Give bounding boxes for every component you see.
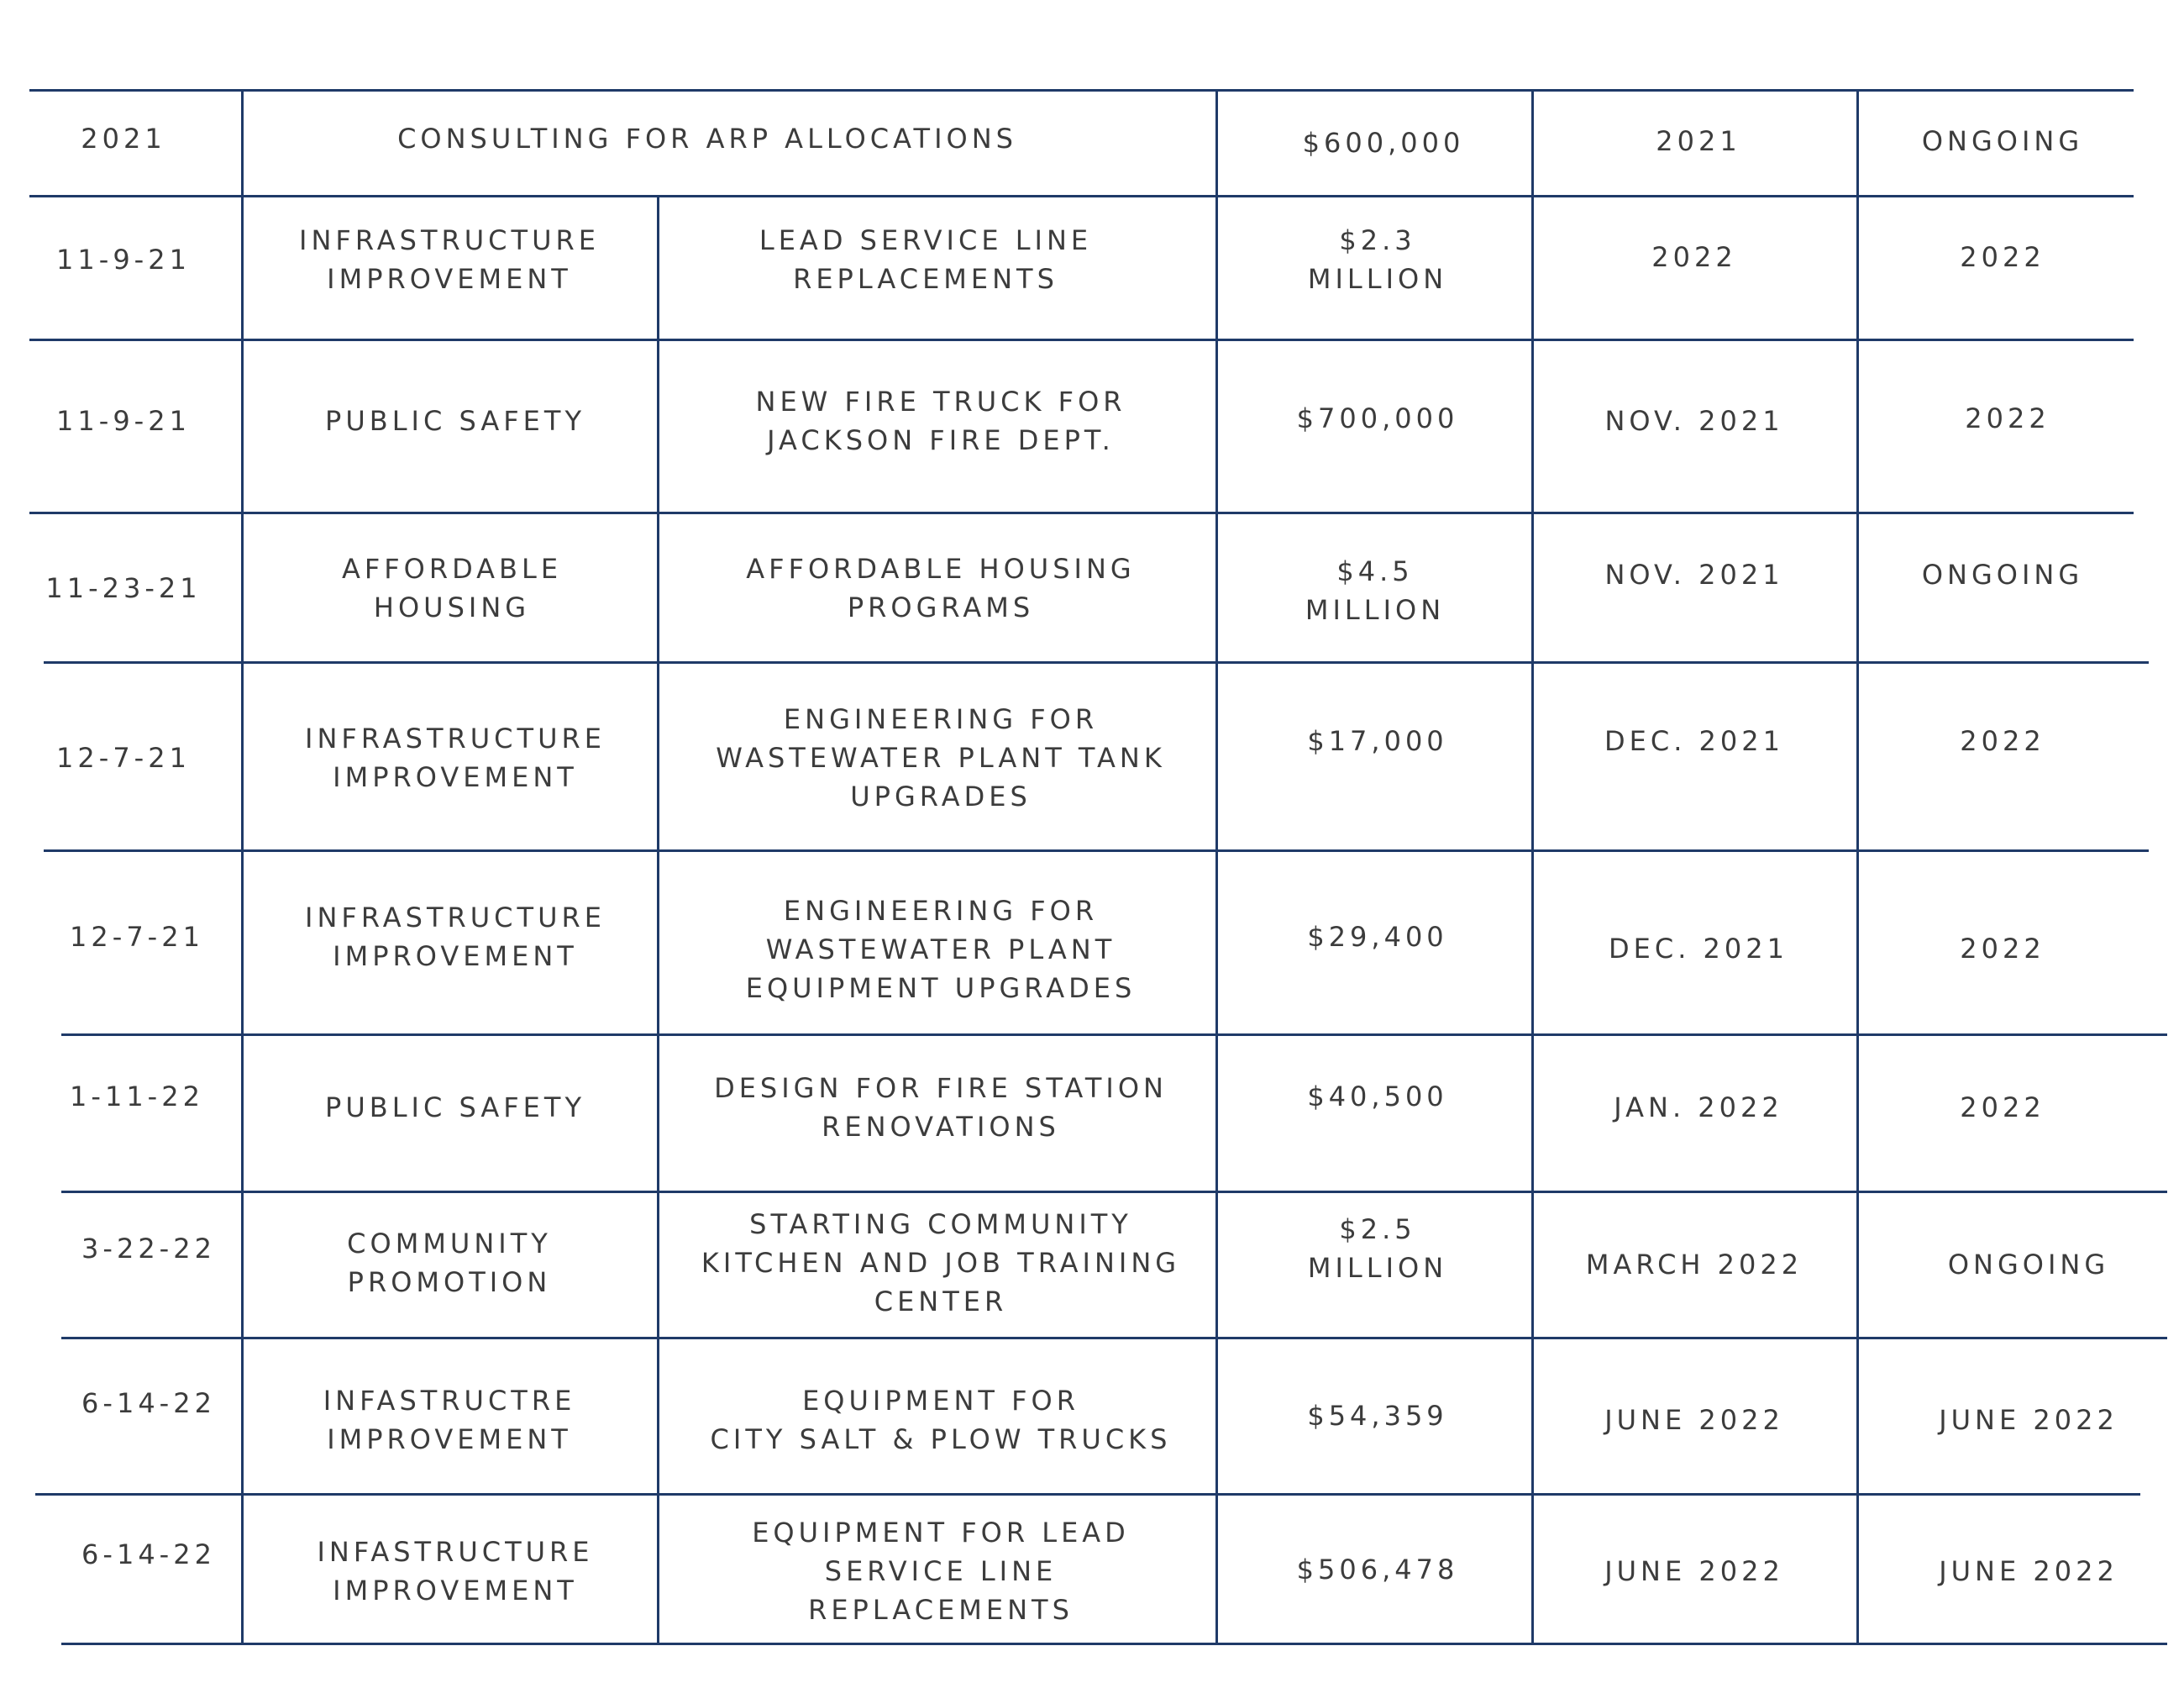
amount-cell	[1307, 918, 1447, 956]
amount-line: $600,000	[1302, 127, 1465, 159]
date-cell: 12-7-21	[56, 742, 191, 774]
category-line: IMPROVEMENT	[333, 1575, 578, 1606]
category-cell	[347, 1224, 552, 1301]
amount-cell	[1297, 399, 1459, 438]
category-line: AFFORDABLE	[341, 553, 563, 585]
row-divider	[29, 512, 2134, 514]
description-line: SERVICE LINE	[824, 1555, 1058, 1587]
completion-cell: 2022	[1960, 241, 2045, 273]
description-line: KITCHEN AND JOB TRAINING	[701, 1247, 1181, 1279]
amount-line: $54,359	[1307, 1400, 1448, 1432]
column-divider	[241, 90, 244, 1643]
category-cell	[323, 1381, 576, 1459]
description-cell	[714, 1069, 1168, 1146]
start-cell: JAN. 2022	[1614, 1091, 1783, 1123]
amount-line: $4.5	[1336, 555, 1414, 587]
date-cell: 6-14-22	[81, 1387, 216, 1419]
category-line: HOUSING	[373, 592, 531, 623]
description-line: UPGRADES	[850, 781, 1032, 812]
amount-cell	[1308, 221, 1447, 298]
date-cell: 12-7-21	[70, 921, 204, 953]
description-cell	[759, 221, 1092, 298]
description-cell	[752, 1513, 1130, 1629]
start-cell: DEC. 2021	[1609, 933, 1788, 965]
description-line: ENGINEERING FOR	[783, 703, 1099, 735]
date-cell: 11-9-21	[56, 405, 191, 437]
date-cell: 3-22-22	[81, 1233, 216, 1265]
category-cell	[305, 719, 606, 797]
description-line: LEAD SERVICE LINE	[759, 224, 1093, 256]
category-cell	[325, 1088, 585, 1127]
description-line: EQUIPMENT FOR LEAD	[752, 1517, 1130, 1549]
date-cell: 11-9-21	[56, 244, 191, 276]
category-line: IMPROVEMENT	[333, 761, 578, 793]
completion-cell: 2022	[1965, 402, 2050, 434]
description-line: REPLACEMENTS	[808, 1594, 1074, 1626]
description-cell	[701, 1205, 1180, 1321]
amount-cell	[1303, 124, 1465, 162]
description-line: CITY SALT & PLOW TRUCKS	[710, 1423, 1172, 1455]
description-line: ENGINEERING FOR	[783, 895, 1099, 927]
completion-cell: JUNE 2022	[1939, 1404, 2118, 1436]
category-line: INFRASTRUCTURE	[299, 224, 600, 256]
completion-cell: JUNE 2022	[1939, 1555, 2118, 1587]
start-cell: JUNE 2022	[1604, 1555, 1784, 1587]
description-cell	[746, 550, 1135, 627]
row-divider	[61, 1191, 2167, 1193]
description-line: PROGRAMS	[847, 592, 1035, 623]
description-line: EQUIPMENT UPGRADES	[745, 972, 1137, 1004]
description-line: CENTER	[874, 1286, 1008, 1317]
row-divider	[29, 195, 2134, 197]
description-line: EQUIPMENT FOR	[802, 1385, 1079, 1417]
row-divider	[61, 1337, 2167, 1339]
row-divider	[29, 89, 2134, 92]
amount-cell	[1307, 1396, 1447, 1435]
completion-cell: 2022	[1960, 725, 2045, 757]
start-cell: MARCH 2022	[1585, 1249, 1803, 1280]
row-divider	[44, 661, 2149, 664]
start-cell: JUNE 2022	[1604, 1404, 1784, 1436]
description-cell	[711, 1381, 1172, 1459]
category-line: IMPROVEMENT	[333, 940, 578, 972]
amount-line: $2.3	[1339, 224, 1416, 256]
completion-cell: ONGOING	[1921, 125, 2084, 157]
row-divider	[35, 1493, 2140, 1496]
amount-cell	[1305, 552, 1445, 629]
description-line: RENOVATIONS	[822, 1111, 1060, 1143]
completion-cell: ONGOING	[1921, 559, 2084, 591]
description-cell	[756, 382, 1126, 460]
completion-cell: ONGOING	[1947, 1249, 2110, 1280]
category-line: COMMUNITY	[347, 1228, 552, 1259]
category-line: PUBLIC SAFETY	[325, 405, 585, 437]
category-line: INFRASTRUCTURE	[305, 902, 606, 933]
start-cell: NOV. 2021	[1604, 405, 1784, 437]
description-line: WASTEWATER PLANT	[765, 933, 1116, 965]
category-line: IMPROVEMENT	[327, 1423, 572, 1455]
column-divider	[1531, 90, 1534, 1643]
category-cell	[317, 1533, 593, 1610]
category-cell	[325, 402, 585, 440]
amount-cell	[1297, 1550, 1459, 1589]
date-cell: 11-23-21	[45, 572, 202, 604]
category-line: PUBLIC SAFETY	[325, 1091, 585, 1123]
amount-line: $17,000	[1307, 725, 1448, 757]
row-divider	[61, 1033, 2167, 1036]
amount-cell	[1308, 1210, 1447, 1287]
amount-cell	[1307, 1077, 1447, 1116]
completion-cell: 2022	[1960, 1091, 2045, 1123]
column-divider	[657, 196, 659, 1643]
amount-line: $40,500	[1307, 1081, 1448, 1112]
category-line: INFRASTRUCTURE	[305, 723, 606, 755]
description-line: JACKSON FIRE DEPT.	[767, 424, 1115, 456]
description-cell	[716, 700, 1166, 816]
start-cell: DEC. 2021	[1604, 725, 1784, 757]
description-line: CONSULTING FOR ARP ALLOCATIONS	[397, 123, 1017, 155]
category-cell	[305, 898, 606, 975]
description-cell	[397, 119, 1017, 158]
column-divider	[1856, 90, 1859, 1643]
amount-line: MILLION	[1305, 594, 1446, 626]
description-line: AFFORDABLE HOUSING	[746, 553, 1136, 585]
row-divider	[29, 339, 2134, 341]
start-cell: 2021	[1656, 125, 1741, 157]
category-line: INFASTRUCTURE	[317, 1536, 594, 1568]
date-cell: 1-11-22	[70, 1081, 204, 1112]
description-cell	[746, 891, 1137, 1007]
amount-line: $506,478	[1296, 1554, 1459, 1585]
category-line: INFASTRUCTRE	[323, 1385, 576, 1417]
row-divider	[61, 1643, 2167, 1645]
category-cell	[299, 221, 600, 298]
amount-line: $2.5	[1339, 1213, 1416, 1245]
completion-cell: 2022	[1960, 933, 2045, 965]
category-cell	[342, 550, 562, 627]
row-divider	[44, 849, 2149, 852]
description-line: STARTING COMMUNITY	[749, 1208, 1132, 1240]
amount-line: MILLION	[1307, 1252, 1448, 1284]
description-line: DESIGN FOR FIRE STATION	[714, 1072, 1168, 1104]
date-cell: 6-14-22	[81, 1538, 216, 1570]
column-divider	[1215, 90, 1218, 1643]
category-line: PROMOTION	[347, 1266, 552, 1298]
amount-cell	[1307, 722, 1447, 760]
category-line: IMPROVEMENT	[327, 263, 572, 295]
description-line: REPLACEMENTS	[793, 263, 1058, 295]
start-cell: NOV. 2021	[1604, 559, 1784, 591]
amount-line: MILLION	[1307, 263, 1448, 295]
start-cell: 2022	[1651, 241, 1737, 273]
amount-line: $700,000	[1296, 402, 1459, 434]
description-line: NEW FIRE TRUCK FOR	[755, 386, 1126, 418]
amount-line: $29,400	[1307, 921, 1448, 953]
date-cell: 2021	[81, 123, 166, 155]
description-line: WASTEWATER PLANT TANK	[716, 742, 1166, 774]
